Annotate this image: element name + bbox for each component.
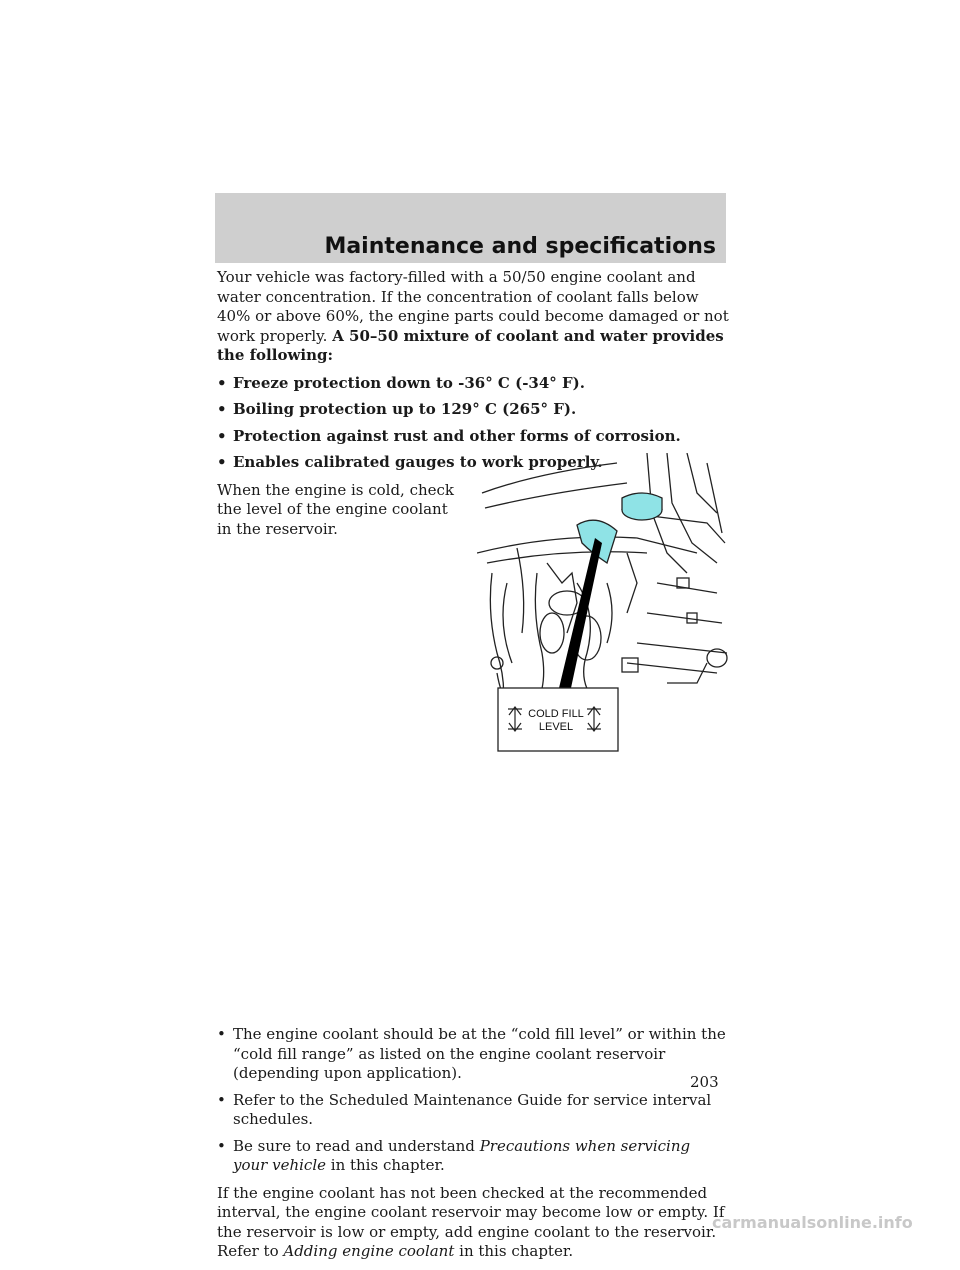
closing-paragraph: If the engine coolant has not been checked at the recommended interval, the engine coolant reservoir may become low or empty. If the reservoir is low or empty, add engine coolant to the reservoir. Refer to Adding engine coolant in this chapter. [217, 1183, 725, 1260]
cross-reference: Adding engine coolant [283, 1242, 455, 1260]
notes-list [217, 1025, 729, 1176]
list-item: • Be sure to read and understand Precautions when servicing your vehicle in this chapter. [217, 1136, 691, 1174]
page-number: 203 [690, 1073, 719, 1091]
watermark: carmanualsonline.info [712, 1213, 913, 1232]
list-item: • Boiling protection up to 129° C (265° F). [217, 400, 577, 418]
intro-text: Your vehicle was factory-filled with a 50/50 engine coolant and water concentration. If the concentration of coolant falls below 40% or above 60%, the engine parts could become damaged or not work properly. [217, 268, 729, 345]
page-content [217, 268, 729, 1270]
cross-reference: Precautions when servicing your vehicle [233, 1136, 691, 1174]
cold-fill-label-level: LEVEL [538, 721, 574, 733]
list-item: • Protection against rust and other forms of corrosion. [217, 426, 681, 445]
engine-compartment-illustration [477, 453, 729, 753]
intro-bold-lead: A 50–50 mixture of coolant and water provides the following: [217, 326, 724, 364]
engine-illustration-svg [477, 453, 729, 753]
list-item: • Enables calibrated gauges to work properly. [217, 453, 603, 471]
cold-fill-label: COLD FILL [528, 708, 584, 720]
list-item: • Refer to the Scheduled Maintenance Guide for service interval schedules. [217, 1090, 712, 1128]
intro-paragraph [217, 268, 729, 366]
check-text: When the engine is cold, check the level of the engine coolant in the reservoir. [217, 480, 455, 538]
header-band [215, 193, 726, 263]
list-item: • The engine coolant should be at the “cold fill level” or within the “cold fill range” as listed on the engine coolant reservoir (depending upon application). [217, 1025, 726, 1082]
section-title: Maintenance and specifications [324, 234, 716, 259]
list-item: • Freeze protection down to -36° C (-34° F). [217, 373, 585, 392]
